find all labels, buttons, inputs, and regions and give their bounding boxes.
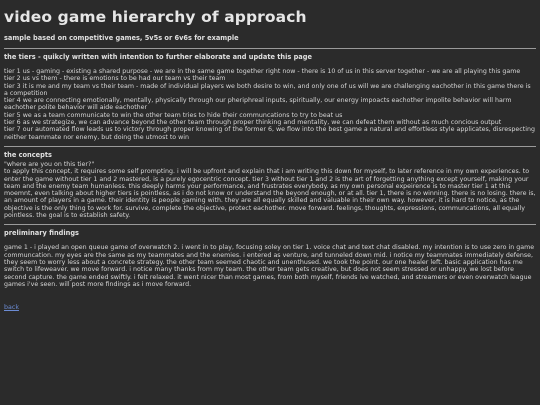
tiers-heading: the tiers - quikcly written with intention to further elaborate and update this page (4, 53, 312, 61)
concepts-heading: the concepts (4, 150, 52, 159)
page-title: video game hierarchy of approach (4, 8, 307, 26)
tier-item: tier 3 it is me and my team vs their team - made of individual players we both desire to win, and only one of us will we are challenging eachother in this game there is a competition (4, 82, 531, 97)
back-link[interactable]: back (4, 304, 19, 312)
page-subtitle: sample based on competitive games, 5v5s or 6v6s for example (4, 34, 239, 42)
concepts-section (4, 151, 536, 219)
findings-section (4, 229, 536, 288)
concepts-body: to apply this concept, it requires some self prompting. i will be upfront and explain that i am writing this down for myself, to later reference in my own experiences. to enter the game without tier 1 and 2 mastered, is a purely egocentric concept. tier 3 without tier 1 and 2 is the art of forgetting anything except yourself, making your team and the enemy team humanless. this deeply harms your performance, and frustrates everybody. as my own personal expeirence is to master tier 1 at this moemnt, even talking about higher tiers is pointless, as i do not know or understand the beyond enough, or at all. tier 1, there is no winning. there is no losing. there is, an amount of players in a game. their identity is people gaming with. they are all equally skilled and valuable in their own way. however, it is hard to notice, as the objective is the only thing to work for. survive, complete the objective, protect eachother. move forward. feelings, thoughts, expressions, communcations, all equally pointless. the goal is to establish safety. (4, 168, 536, 220)
divider (4, 48, 536, 49)
tier-item: tier 5 we as a team communicate to win the other team tries to hide their communcations to try to beat us (4, 111, 343, 119)
tier-item: tier 2 us vs them - there is emotions to be had our team vs their team (4, 75, 226, 83)
tiers-section (4, 53, 536, 141)
concepts-quote: "where are you on this tier?" (4, 160, 95, 168)
tier-item: tier 7 our automated flow leads us to victory through proper knowing of the former 6, we flow into the best game a natural and effortless style applicates, disrespecting neither teammate nor enemy, but doing the utmost to win (4, 126, 535, 141)
findings-body: game 1 - i played an open queue game of overwatch 2. i went in to play, focusing soley on tier 1. voice chat and text chat disabled. my intention is to use zero in game communcation. my eyes are the same as my teammates and the enemies. i entered as venture, and tunneled down mid. i notice my teammates immediately defense, they seem to worry less about a concrete strategy. the other team seemed chaotic and unenthused. we took the point. our one healer left. basic application has me switch to lifeweaver. we move forward. i notice many thanks from my team. the other team gets creative, but does not seem stressed or unhappy. we lost before second capture. the game ended swiftly. i felt relaxed. it went nicer than most games, from both myself, friends ive watched, and streamers or even overwatch league games i've seen. will post more findings as i move forward. (4, 244, 535, 288)
tier-item: tier 6 as we strategize, we can advance beyond the other team through proper thinking and mentality, we can defeat them without as much concious output (4, 119, 502, 127)
tier-item: tier 1 us - gaming - existing a shared purpose - we are in the same game together right now - there is 10 of us in this server together - we are all playing this game (4, 68, 521, 75)
divider (4, 224, 536, 225)
findings-heading: preliminary findings (4, 229, 79, 238)
divider (4, 146, 536, 147)
tier-item: tier 4 we are connecting emotionally, mentally, physically through our pheriphreal inputs, spiritually, our energy impoacts eachother impolite behavior will harm eachother polite behavior will aide eachother (4, 97, 512, 112)
